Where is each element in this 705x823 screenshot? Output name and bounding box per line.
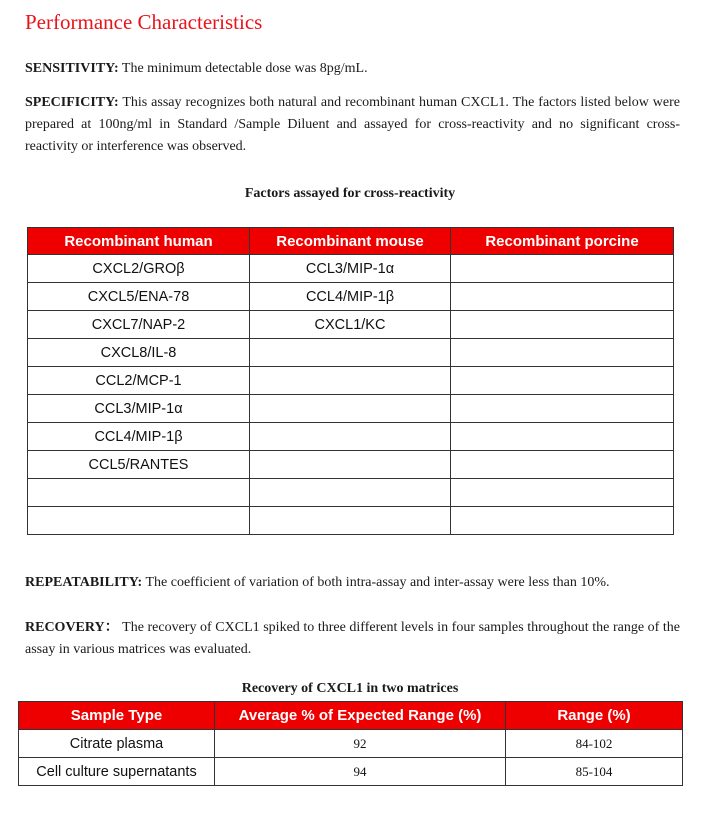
table-cell: CCL5/RANTES [28, 451, 250, 479]
table-cell: CCL3/MIP-1α [28, 395, 250, 423]
table-cell [250, 367, 451, 395]
header-recombinant-mouse: Recombinant mouse [250, 228, 451, 255]
table-row [28, 367, 674, 395]
table-cell [28, 507, 250, 535]
table-cell [451, 311, 674, 339]
table-row [28, 423, 674, 451]
recovery-paragraph [25, 617, 680, 661]
table-cell [451, 395, 674, 423]
table-cell [451, 367, 674, 395]
table-cell: Cell culture supernatants [19, 758, 215, 786]
recovery-header-row [19, 702, 683, 730]
table-cell [451, 479, 674, 507]
table-cell: 92 [215, 730, 506, 758]
table-cell: CXCL7/NAP-2 [28, 311, 250, 339]
table-cell: CCL2/MCP-1 [28, 367, 250, 395]
table-row [28, 451, 674, 479]
header-range: Range (%) [506, 702, 683, 730]
recovery-table [18, 701, 683, 786]
table-cell [250, 339, 451, 367]
table-cell: CXCL5/ENA-78 [28, 283, 250, 311]
table-cell: 84-102 [506, 730, 683, 758]
header-recombinant-human: Recombinant human [28, 228, 250, 255]
table-row [28, 283, 674, 311]
specificity-paragraph [25, 92, 680, 158]
table-cell: CXCL2/GROβ [28, 255, 250, 283]
table-cell: 85-104 [506, 758, 683, 786]
table-cell: CXCL8/IL-8 [28, 339, 250, 367]
repeatability-label: REPEATABILITY: [25, 575, 143, 590]
table-row [19, 758, 683, 786]
recovery-label: RECOVERY： [25, 620, 119, 635]
repeatability-text: The coefficient of variation of both intra-assay and inter-assay were less than 10%. [142, 575, 610, 590]
specificity-label: SPECIFICITY: [25, 95, 119, 110]
table-row [19, 730, 683, 758]
table-row [28, 479, 674, 507]
table-row [28, 395, 674, 423]
sensitivity-paragraph [25, 58, 680, 80]
table-cell [250, 507, 451, 535]
sensitivity-text: The minimum detectable dose was 8pg/mL. [118, 61, 368, 76]
table-cell: CCL4/MIP-1β [250, 283, 451, 311]
table-cell [451, 507, 674, 535]
table-cell [250, 423, 451, 451]
header-sample-type: Sample Type [19, 702, 215, 730]
table-row [28, 311, 674, 339]
cross-reactivity-header-row [28, 228, 674, 255]
table-cell [451, 339, 674, 367]
table-cell: CCL4/MIP-1β [28, 423, 250, 451]
table-cell [451, 283, 674, 311]
cross-reactivity-caption: Factors assayed for cross-reactivity [244, 186, 456, 201]
header-average-expected: Average % of Expected Range (%) [215, 702, 506, 730]
sensitivity-label: SENSITIVITY: [25, 61, 119, 76]
cross-reactivity-table [27, 227, 674, 535]
repeatability-paragraph [25, 572, 680, 594]
table-cell [250, 479, 451, 507]
recovery-caption: Recovery of CXCL1 in two matrices [241, 681, 459, 696]
table-cell [250, 451, 451, 479]
table-cell [451, 451, 674, 479]
header-recombinant-porcine: Recombinant porcine [451, 228, 674, 255]
table-cell: CCL3/MIP-1α [250, 255, 451, 283]
table-cell: CXCL1/KC [250, 311, 451, 339]
table-row [28, 255, 674, 283]
table-cell [28, 479, 250, 507]
table-cell [451, 423, 674, 451]
table-cell [250, 395, 451, 423]
table-cell [451, 255, 674, 283]
table-cell: Citrate plasma [19, 730, 215, 758]
recovery-text: The recovery of CXCL1 spiked to three different levels in four samples throughout the range of the assay in various matrices was evaluated. [25, 620, 681, 657]
table-cell: 94 [215, 758, 506, 786]
table-row [28, 507, 674, 535]
specificity-text: This assay recognizes both natural and recombinant human CXCL1. The factors listed below were prepared at 100ng/ml in Standard /Sample Diluent and assayed for cross-reactivity and no significant cross-reactivity or interference was observed. [25, 95, 680, 154]
page-title: Performance Characteristics [25, 10, 263, 34]
table-row [28, 339, 674, 367]
